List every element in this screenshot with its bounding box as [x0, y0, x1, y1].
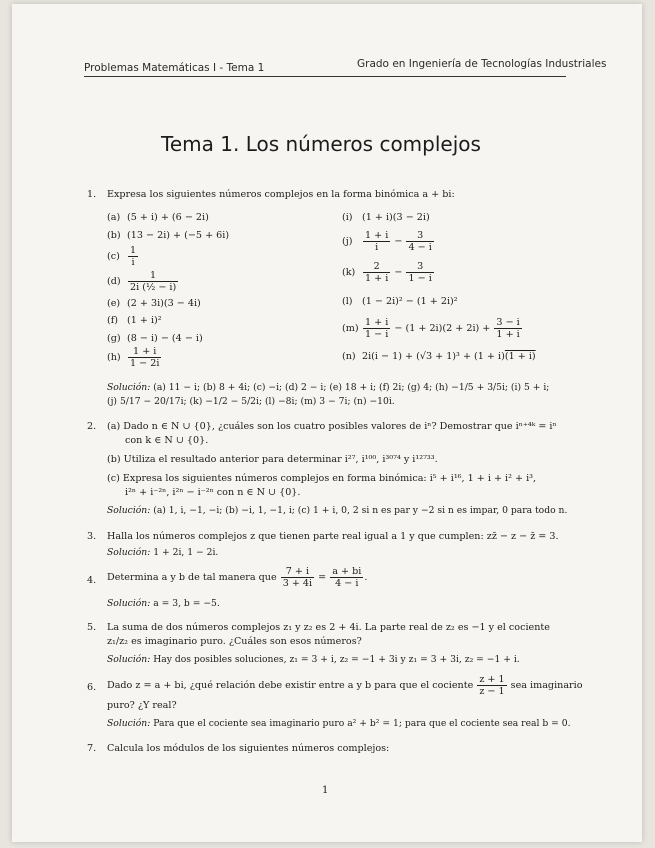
page-number: 1 [322, 785, 329, 796]
problem-6-line1: Dado z = a + bi, ¿qué relación debe existir entre a y b para que el cociente $\frac{z + 1}{z - 1}$ sea imaginario [107, 674, 583, 697]
item-1e: (e) (2 + 3i)(3 − 4i) [107, 298, 201, 309]
page-title: Tema 1. Los números complejos [161, 132, 481, 156]
problem-4-number: 4. [87, 575, 97, 586]
document-page [12, 4, 642, 842]
solution-2: Solución: (a) 1, i, −1, −i; (b) −i, 1, −1, i; (c) 1 + i, 0, 2 si n es par y −2 si n es impar, 0 para todo n. [107, 505, 568, 516]
item-1f: (f) (1 + i)² [107, 315, 162, 326]
item-1l: (l) (1 − 2i)² − (1 + 2i)² [342, 296, 458, 307]
item-1g: (g) (8 − i) − (4 − i) [107, 333, 203, 344]
header-left: Problemas Matemáticas I - Tema 1 [84, 62, 265, 74]
solution-6: Solución: Para que el cociente sea imaginario puro a² + b² = 1; para que el cociente sea real b = 0. [107, 718, 571, 729]
item-1c: (c) $\frac{1}{i}$ [107, 245, 137, 268]
item-2b: (b) Utiliza el resultado anterior para determinar i²⁷, i¹⁰⁰, i³⁰⁷⁴ y i¹²⁷³³. [107, 454, 438, 465]
problem-3-text: Halla los números complejos z que tienen parte real igual a 1 y que cumplen: zz̄ − z − z̄ = 3. [107, 531, 559, 542]
item-1k: (k) $\frac{2}{1 + i}$ − $\frac{3}{1 - i}$ [342, 261, 432, 284]
problem-1-number: 1. [87, 189, 97, 200]
fraction: $\frac{3}{1 - i}$ [408, 261, 432, 284]
item-1a: (a) (5 + i) + (6 − 2i) [107, 212, 209, 223]
fraction: $\frac{1 + i}{1 - i}$ [365, 317, 389, 340]
fraction: $\frac{3 - i}{1 + i}$ [496, 317, 520, 340]
problem-1-intro: Expresa los siguientes números complejos en la forma binómica a + bi: [107, 189, 455, 200]
fraction: $\frac{2}{1 + i}$ [365, 261, 389, 284]
problem-6-line2: puro? ¿Y real? [107, 700, 177, 711]
fraction: $\frac{1 + i}{i}$ [365, 230, 389, 253]
header-rule [84, 76, 566, 77]
problem-4-text: Determina a y b de tal manera que $\frac{7 + i}{3 + 4i}$ = $\frac{a + bi}{4 - i}$ . [107, 566, 368, 589]
item-2c-line1: (c) Expresa los siguientes números complejos en forma binómica: i⁵ + i¹⁶, 1 + i + i² + i³, [107, 473, 537, 484]
item-1n: (n) 2i(i − 1) + (√3 + 1)³ + (1 + i)(1 + i) [342, 351, 536, 362]
item-1j: (j) $\frac{1 + i}{i}$ − $\frac{3}{4 - i}$ [342, 230, 432, 253]
problem-6-number: 6. [87, 682, 97, 693]
problem-5-number: 5. [87, 622, 97, 633]
problem-7-text: Calcula los módulos de los siguientes números complejos: [107, 743, 390, 754]
item-1i: (i) (1 + i)(3 − 2i) [342, 212, 430, 223]
item-2a-line1: (a) Dado n ∈ N ∪ {0}, ¿cuáles son los cuatro posibles valores de iⁿ? Demostrar que iⁿ⁺⁴ᵏ = iⁿ [107, 421, 557, 432]
item-1m: (m) $\frac{1 + i}{1 - i}$ − (1 + 2i)(2 + 2i) + $\frac{3 - i}{1 + i}$ [342, 317, 520, 340]
solution-1-line2: (j) 5/17 − 20/17i; (k) −1/2 − 5/2i; (l) −8i; (m) 3 − 7i; (n) −10i. [107, 396, 395, 407]
fraction: $\frac{1}{\text{2i (½ − i)}}$ [130, 270, 177, 293]
problem-2-number: 2. [87, 421, 97, 432]
fraction: $\frac{3}{4 - i}$ [408, 230, 432, 253]
fraction: $\frac{1}{i}$ [130, 245, 137, 268]
problem-5-line2: z₁/z₂ es imaginario puro. ¿Cuáles son esos números? [107, 636, 362, 647]
item-1h: (h) $\frac{1 + i}{1 - 2i}$ [107, 346, 160, 369]
solution-4: Solución: a = 3, b = −5. [107, 598, 220, 609]
problem-3-number: 3. [87, 531, 97, 542]
item-2c-line2: i²ⁿ + i⁻²ⁿ, i²ⁿ − i⁻²ⁿ con n ∈ N ∪ {0}. [125, 487, 301, 498]
solution-3: Solución: 1 + 2i, 1 − 2i. [107, 547, 219, 558]
problem-5-line1: La suma de dos números complejos z₁ y z₂ es 2 + 4i. La parte real de z₂ es −1 y el cociente [107, 622, 550, 633]
fraction: $\frac{a + bi}{4 - i}$ [332, 566, 362, 589]
fraction: $\frac{z + 1}{z - 1}$ [479, 674, 505, 697]
fraction: $\frac{7 + i}{3 + 4i}$ [282, 566, 313, 589]
item-1d: (d) $\frac{1}{\text{2i (½ − i)}}$ [107, 270, 177, 293]
problem-7-number: 7. [87, 743, 97, 754]
item-2a-line2: con k ∈ N ∪ {0}. [125, 435, 209, 446]
solution-5: Solución: Hay dos posibles soluciones, z₁ = 3 + i, z₂ = −1 + 3i y z₁ = 3 + 3i, z₂ = −1 + i. [107, 654, 520, 665]
header-right: Grado en Ingeniería de Tecnologías Industriales [357, 58, 607, 70]
fraction: $\frac{1 + i}{1 - 2i}$ [130, 346, 160, 369]
item-1b: (b) (13 − 2i) + (−5 + 6i) [107, 230, 230, 241]
solution-1-line1: Solución: (a) 11 − i; (b) 8 + 4i; (c) −i; (d) 2 − i; (e) 18 + i; (f) 2i; (g) 4; (h) −1/5 + 3/5i; (i) 5 + i; [107, 382, 550, 393]
